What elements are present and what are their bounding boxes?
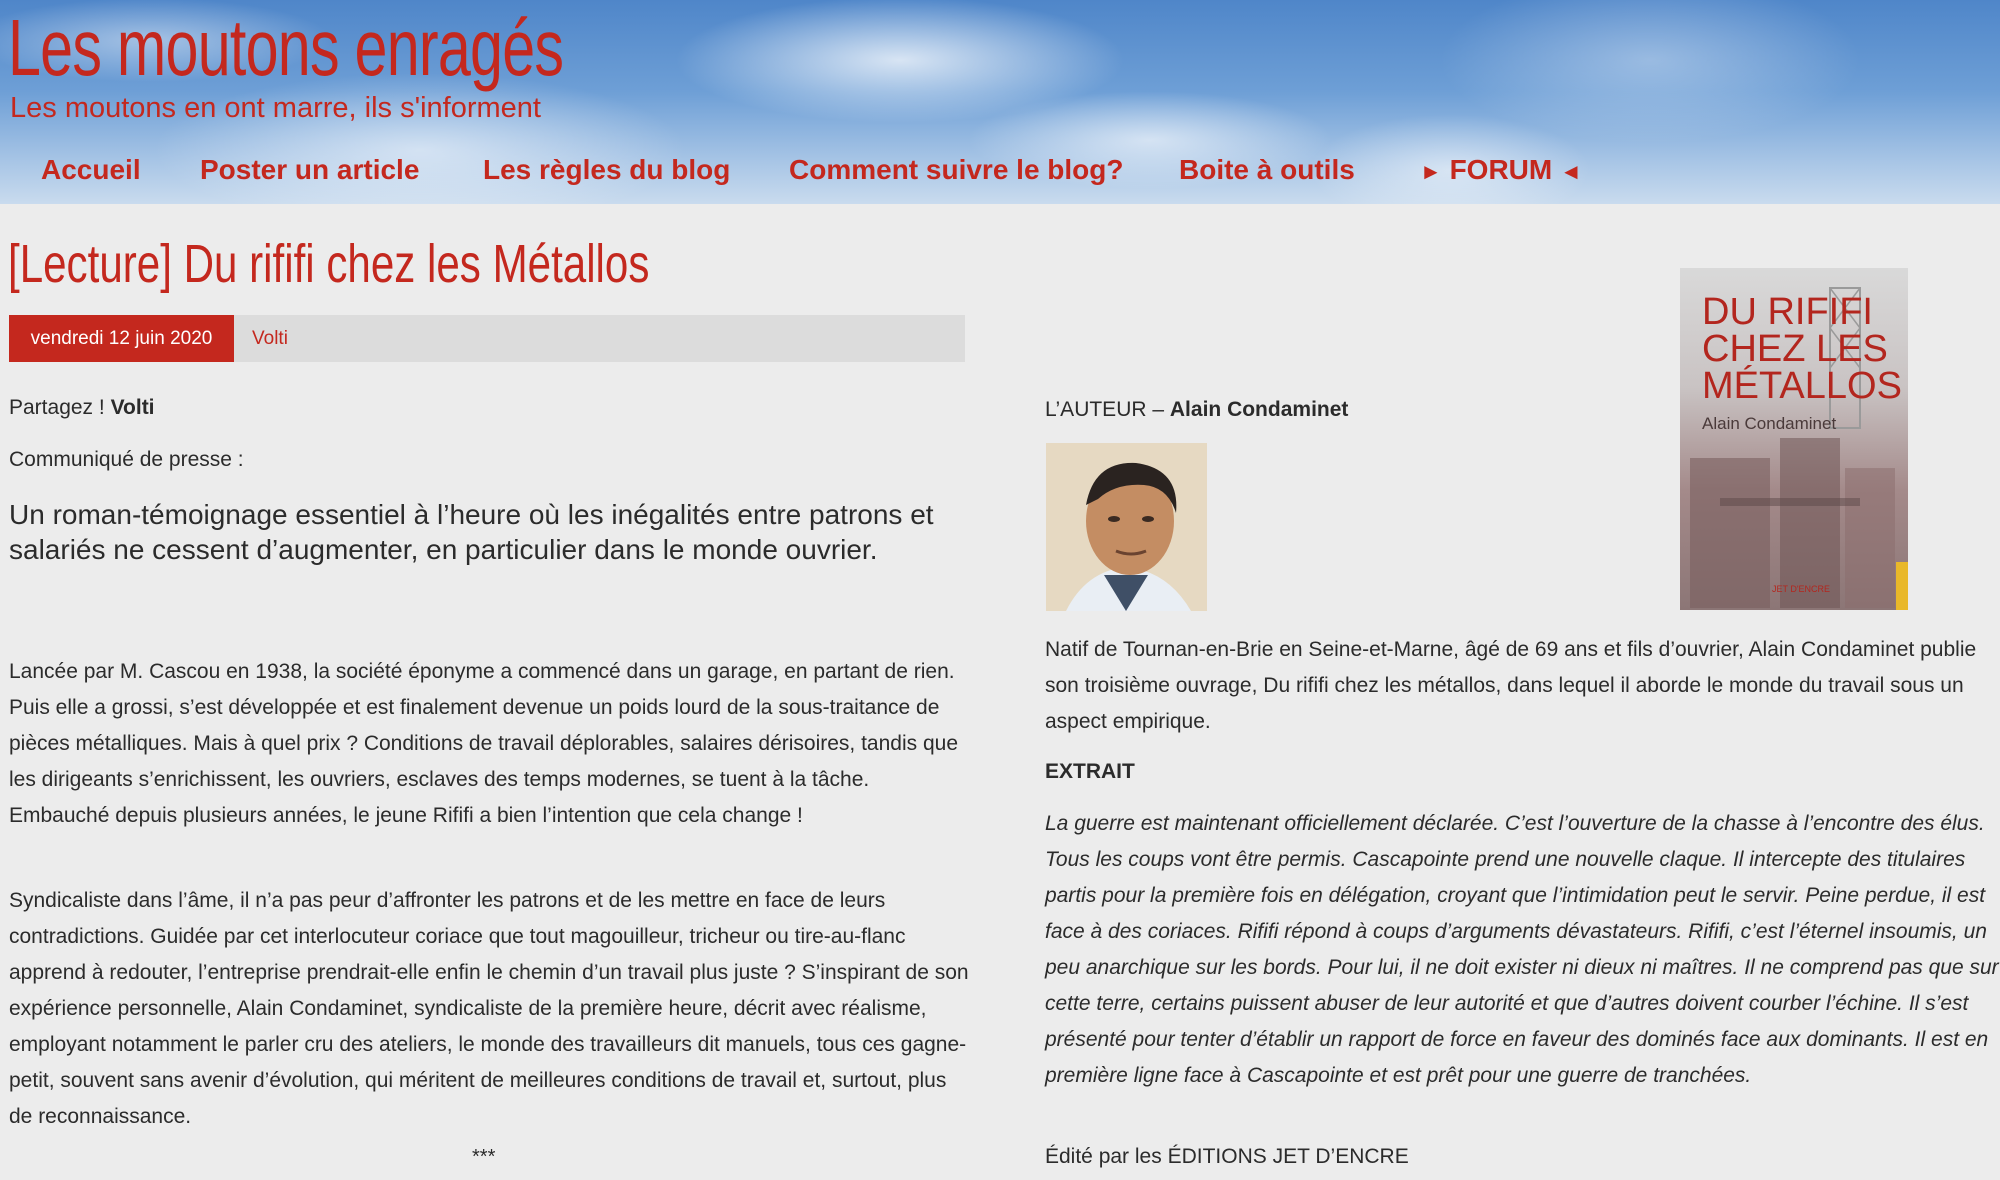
nav-item-accueil[interactable]: Accueil xyxy=(41,154,141,185)
forum-arrow-right-icon: ◄ xyxy=(1560,159,1582,184)
extrait-heading: EXTRAIT xyxy=(1045,760,1135,783)
cover-title: DU RIFIFI CHEZ LES MÉTALLOS xyxy=(1702,291,1902,407)
post-author[interactable]: Volti xyxy=(252,328,288,349)
cover-publisher: JET D'ENCRE xyxy=(1772,584,1831,594)
author-photo xyxy=(1046,443,1207,611)
nav-item-comment-suivre[interactable]: Comment suivre le blog? xyxy=(789,154,1124,185)
post-date[interactable]: vendredi 12 juin 2020 xyxy=(9,315,234,362)
post-paragraph-1: Lancée par M. Cascou en 1938, la société éponyme a commencé dans un garage, en partant de rien. Puis elle a grossi, s’est développée et est finalement devenue un poids lourd de la sous-traitance de pièces métalliques. Mais à quel prix ? Conditions de travail déplorables, salaires dérisoires, tandis que les dirigeants s’enrichissent, les ouvriers, esclaves des temps modernes, se tuent à la tâche. Embauché depuis plusieurs années, le jeune Rififi a bien l’intention que cela change ! xyxy=(9,660,958,827)
share-label: Partagez ! xyxy=(9,396,105,419)
site-header xyxy=(0,0,2000,204)
nav-item-forum-label: FORUM xyxy=(1449,154,1553,185)
forum-arrow-left-icon: ► xyxy=(1420,159,1442,184)
separator: *** xyxy=(472,1146,496,1168)
nav-item-boite-a-outils[interactable]: Boite à outils xyxy=(1179,154,1355,185)
main-nav xyxy=(0,146,2000,196)
cover-spine-mark xyxy=(1896,562,1908,610)
author-name: Alain Condaminet xyxy=(1169,398,1349,421)
author-heading xyxy=(1045,392,1348,428)
nav-item-regles-du-blog[interactable]: Les règles du blog xyxy=(483,154,731,185)
communique-label: Communiqué de presse : xyxy=(9,448,244,471)
share-author[interactable]: Volti xyxy=(110,396,155,419)
share-line xyxy=(9,390,155,426)
author-portrait-illustration xyxy=(1046,443,1207,611)
author-label: L’AUTEUR – xyxy=(1045,398,1165,421)
post-meta-bar xyxy=(9,315,965,362)
author-bio: Natif de Tournan-en-Brie en Seine-et-Marne, âgé de 69 ans et fils d’ouvrier, Alain Condaminet publie son troisième ouvrage, Du rififi chez les métallos, dans lequel il aborde le monde du travail sous un aspect empirique. xyxy=(1045,638,1977,733)
book-cover-image xyxy=(1680,268,1908,610)
extrait-text: La guerre est maintenant officiellement déclarée. C’est l’ouverture de la chasse à l’encontre des élus. Tous les coups vont être permis. Cascapointe prend une nouvelle claque. Il intercepte des titulaires partis pour la première fois en délégation, croyant que l’intimidation peut le servir. Peine perdue, il est face à des coriaces. Rififi répond à coups d’arguments dévastateurs. Rififi, c’est l’éternel insoumis, un peu anarchique sur les bords. Pour lui, il ne doit exister ni dieux ni maîtres. Il ne comprend pas que sur cette terre, certains puissent abuser de leur autorité et que d’autres doivent courber l’échine. Il s’est présenté pour tenter d’établir un rapport de force en faveur des dominés face aux dominants. Il est en première ligne face à Cascapointe et est prêt pour une guerre de tranchées. xyxy=(1045,812,1999,1087)
post-lead: Un roman-témoignage essentiel à l’heure où les inégalités entre patrons et salariés ne cessent d’augmenter, en particulier dans le monde ouvrier. xyxy=(9,499,934,565)
site-title[interactable]: Les moutons enragés xyxy=(8,3,564,92)
site-tagline: Les moutons en ont marre, ils s'informent xyxy=(10,92,541,124)
publisher-line: Édité par les ÉDITIONS JET D’ENCRE xyxy=(1045,1145,1409,1168)
cover-author: Alain Condaminet xyxy=(1702,414,1837,433)
post-title[interactable]: [Lecture] Du rififi chez les Métallos xyxy=(8,234,650,294)
post-paragraph-2: Syndicaliste dans l’âme, il n’a pas peur d’affronter les patrons et de les mettre en face de leurs contradictions. Guidée par cet interlocuteur coriace que tout magouilleur, tricheur ou tire-au-flanc apprend à redouter, l’entreprise prendrait-elle enfin le chemin d’un travail plus juste ? S’inspirant de son expérience personnelle, Alain Condaminet, syndicaliste de la première heure, décrit avec réalisme, employant notamment le parler cru des ateliers, le monde des travailleurs dit manuels, tous ces gagne-petit, souvent sans avenir d’évolution, qui méritent de meilleures conditions de travail et, surtout, plus de reconnaissance. xyxy=(9,889,969,1128)
nav-item-forum[interactable] xyxy=(1420,154,1582,186)
nav-item-poster-un-article[interactable]: Poster un article xyxy=(200,154,420,185)
